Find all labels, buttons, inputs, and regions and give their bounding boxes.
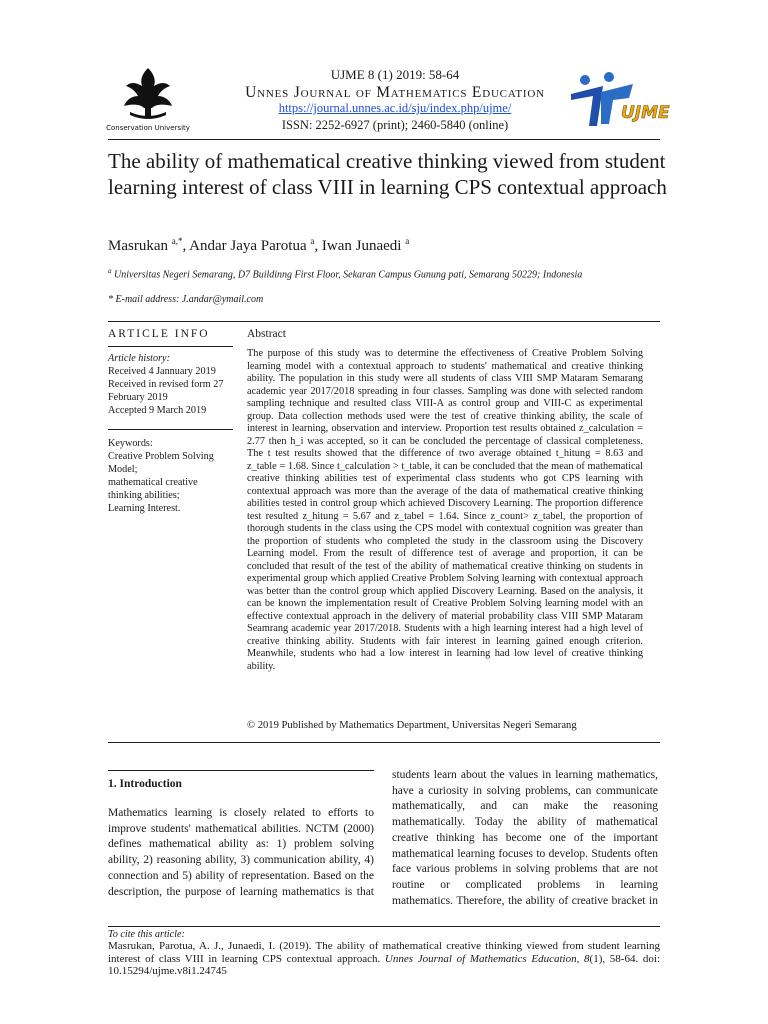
citation-body: Masrukan, Parotua, A. J., Junaedi, I. (2019). The ability of mathematical creative thinking viewed from student learning interest of class VIII in learning CPS contextual approach. [108, 940, 660, 965]
keyword: Learning Interest. [108, 503, 181, 514]
article-info-divider [108, 346, 233, 347]
citation-volume: 8 [584, 952, 590, 965]
journal-url-link[interactable]: https://journal.unnes.ac.id/sju/index.php/ujme/ [278, 101, 512, 115]
info-top-divider [108, 321, 660, 322]
author-mark: a [310, 236, 315, 246]
abstract-heading: Abstract [247, 328, 286, 340]
university-logo [106, 64, 190, 134]
article-history [108, 352, 233, 417]
citation-tail: (1), 58-64. doi: 10.15294/ujme.v8i1.24745 [108, 952, 661, 977]
affiliation-text: Universitas Negeri Semarang, D7 Buildinng First Floor, Sekaran Campus Gunung pati, Semarang 50229; Indonesia [111, 269, 583, 281]
university-logo-text: Conservation University [106, 124, 190, 132]
author-name: , Andar Jaya Parotua [182, 238, 311, 254]
author-name: , Iwan Junaedi [314, 238, 406, 254]
article-info-heading: ARTICLE INFO [108, 328, 210, 340]
article-title: The ability of mathematical creative thinking viewed from student learning interest of class VIII in learning CPS contextual approach [108, 149, 667, 199]
keywords [108, 437, 233, 515]
keyword: Creative Problem Solving Model; [108, 451, 214, 475]
citation-journal: Unnes Journal of Mathematics Education [384, 952, 577, 965]
author-mark: a [405, 236, 410, 246]
journal-name: Unnes Journal of Mathematics Education [245, 84, 545, 101]
history-entry: Received 4 Jannuary 2019 [108, 366, 216, 377]
journal-volume-line: UJME 8 (1) 2019: 58-64 [330, 67, 460, 82]
citation-label: To cite this article: [108, 929, 185, 940]
author-affiliation [108, 267, 668, 280]
citation-sep: , [576, 952, 585, 965]
header-divider [108, 139, 660, 140]
introduction-column-left: Mathematics learning is closely related to efforts to improve students' mathematical abilities. NCTM (2000) defines mathematical ability as: 1) problem solving ability, 2) reasoning ability, 3) communication ability, 4) connection and 5) ability of representation. Based on the description, the purpose of learning mathematics is that [108, 807, 374, 898]
history-entry: Received in revised form 27 February 2019 [108, 379, 224, 403]
ujme-logo-text: UJME [621, 103, 670, 123]
author-name: Masrukan [108, 238, 172, 254]
corresponding-email: * E-mail address: J.andar@ymail.com [108, 294, 264, 305]
keywords-divider [108, 429, 233, 430]
history-entry: Accepted 9 March 2019 [108, 405, 207, 416]
journal-issn: ISSN: 2252-6927 (print); 2460-5840 (online) [281, 118, 509, 132]
author-list [108, 236, 668, 255]
introduction-heading: 1. Introduction [108, 778, 182, 790]
copyright-notice: © 2019 Published by Mathematics Department, Universitas Negeri Semarang [247, 720, 577, 731]
affiliation-mark: a [108, 267, 112, 275]
abstract-text: The purpose of this study was to determine the effectiveness of Creative Problem Solving learning model with a contextual approach to students' mathematical and creative thinking ability. The population in this study were all students of class VIII SMP Mataram Semarang academic year 2017/2018 spreading in four classes. Sampling was done with selected random sampling technique and resulted class VIII-A as control group and VIII-C as experimental group. Data collection methods used were the test of creative thinking ability, the scale of interest in learning, observation and interview. Proportion test results obtained z_calculation = 2.77 then h_i was accepted, so it can be concluded the percentage of classical completeness. The t test results showed that the difference of two average obtained t_hitung = 8.63 and z_table = 1.68. Since t_calculation > t_table, it can be concluded that the mean of mathematical creative thinking abilities test of experimental class students who got CPS learning with contextual approach was more than the average of the data of mathematical creative thinking abilities tested in control group which achieved Discovery Learning. The proportion difference test resulted z_hitung = 5.67 and z_tabel = 1.64. Since z_count> z_tabel, the proportion of thorough students in the class using the CPS model with contextual cognition was greater than the proportion of students who completed the study in the classroom using the Discovery Learning model. From the result of difference test of average and proportion, it can be concluded that result of the test of the ability of mathematical creative thinking on students in experimental group which applied Creative Problem Solving learning with contextual approach was better than the control group which applied Discovery Learning. Based on the analysis, it can be known the implementation result of Creative Problem Solving learning model with an effective contextual approach in the delivery of material probability class VIII SMP Mataram Seamrang academic year 2017/2018. Students with a high learning interest had a high level of creative thinking ability. Students with fair interest in learning gained enough criterion. Meanwhile, students who had a low interest in learning had low level of creative thinking ability. [247, 348, 643, 672]
author-mark: a,* [171, 236, 183, 246]
history-label: Article history: [108, 353, 170, 364]
citation-text [108, 940, 660, 978]
abstract-bottom-divider [108, 742, 660, 743]
keyword: mathematical creative thinking abilities; [108, 477, 198, 501]
citation-divider [108, 926, 660, 927]
keywords-label: Keywords: [108, 438, 153, 449]
intro-top-rule [108, 770, 374, 771]
introduction-column-right: students learn about the values in learning mathematics, have a curiosity in solving problems, can communicate mathematically, and can make the reasoning mathematically. Today the ability of mathematical creative thinking has become one of the important mathematical learning focuses to develop. Students often face various problems in solving problems that are not routine or complicated problems in learning mathematics. Therefore, the ability of creative bracket in [392, 769, 658, 907]
